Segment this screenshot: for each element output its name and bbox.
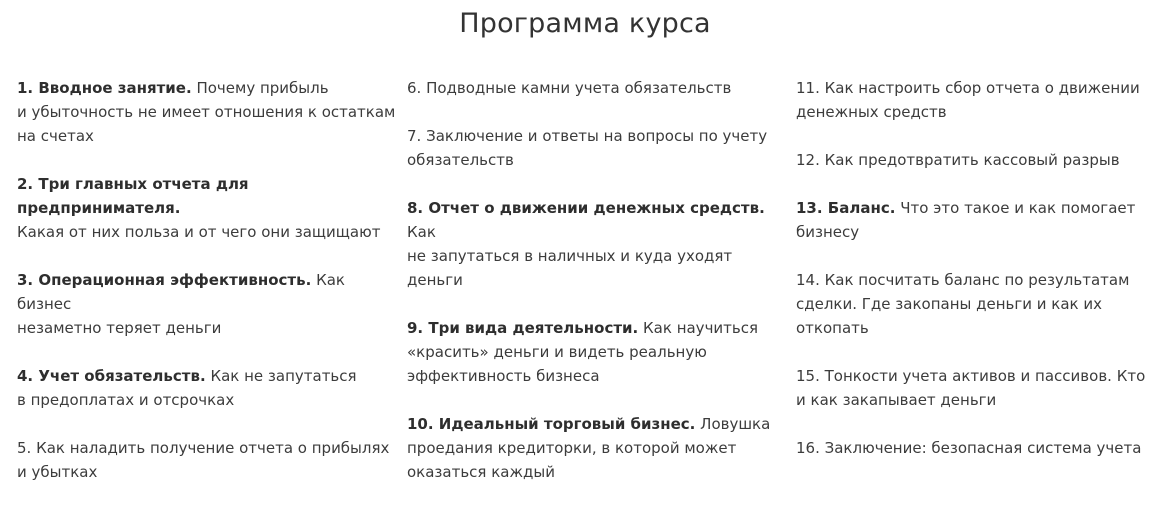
course-item xyxy=(407,316,787,388)
course-item-heading: 4. Учет обязательств. xyxy=(17,367,206,385)
page-title: Программа курса xyxy=(459,8,711,39)
course-item-text: Почему прибыль и убыточность не имеет отношения к остаткам на счетах xyxy=(17,79,396,145)
course-item-text: 15. Тонкости учета активов и пассивов. Кто и как закапывает деньги xyxy=(796,367,1146,409)
course-item xyxy=(407,124,787,172)
course-item xyxy=(17,436,397,484)
course-item xyxy=(796,364,1154,412)
course-item-text: 5. Как наладить получение отчета о прибылях и убытках xyxy=(17,439,390,481)
course-item-text: Как научиться «красить» деньги и видеть реальную эффективность бизнеса xyxy=(407,319,759,385)
course-column-1 xyxy=(17,76,397,508)
course-item xyxy=(796,148,1154,172)
course-column-2 xyxy=(407,76,787,508)
course-item-heading: 9. Три вида деятельности. xyxy=(407,319,639,337)
course-item-heading: 3. Операционная эффективность. xyxy=(17,271,312,289)
course-item-text: 7. Заключение и ответы на вопросы по учету обязательств xyxy=(407,127,768,169)
course-item xyxy=(796,436,1154,460)
course-item-text: 16. Заключение: безопасная система учета xyxy=(796,439,1142,457)
course-item-text: 14. Как посчитать баланс по результатам сделки. Где закопаны деньги и как их откопать xyxy=(796,271,1130,337)
course-item xyxy=(796,268,1154,340)
course-item-text: Ловушка проедания кредиторки, в которой может оказаться каждый xyxy=(407,415,771,481)
course-item-heading: 8. Отчет о движении денежных средств. xyxy=(407,199,765,217)
course-item-text: Как не запутаться в наличных и куда уходят деньги xyxy=(407,223,733,289)
course-item-text: 12. Как предотвратить кассовый разрыв xyxy=(796,151,1120,169)
course-item xyxy=(17,76,397,148)
course-column-3 xyxy=(796,76,1154,484)
course-item-text: 6. Подводные камни учета обязательств xyxy=(407,79,732,97)
course-item-text: Как бизнес незаметно теряет деньги xyxy=(17,271,345,337)
course-item xyxy=(407,412,787,484)
course-item-text: Что это такое и как помогает бизнесу xyxy=(796,199,1136,241)
course-item xyxy=(17,172,397,244)
course-item-heading: 13. Баланс. xyxy=(796,199,896,217)
course-item-text: Какая от них польза и от чего они защищают xyxy=(17,223,381,241)
course-item xyxy=(796,76,1154,124)
course-item-text: Как не запутаться в предоплатах и отсрочках xyxy=(17,367,357,409)
course-item xyxy=(407,76,787,100)
course-item-text: 11. Как настроить сбор отчета о движении денежных средств xyxy=(796,79,1140,121)
course-item-heading: 1. Вводное занятие. xyxy=(17,79,192,97)
course-item xyxy=(17,364,397,412)
course-item xyxy=(796,196,1154,244)
course-item xyxy=(17,268,397,340)
course-item-heading: 10. Идеальный торговый бизнес. xyxy=(407,415,696,433)
course-item-heading: 2. Три главных отчета для предпринимателя. xyxy=(17,175,249,217)
course-item xyxy=(407,196,787,292)
